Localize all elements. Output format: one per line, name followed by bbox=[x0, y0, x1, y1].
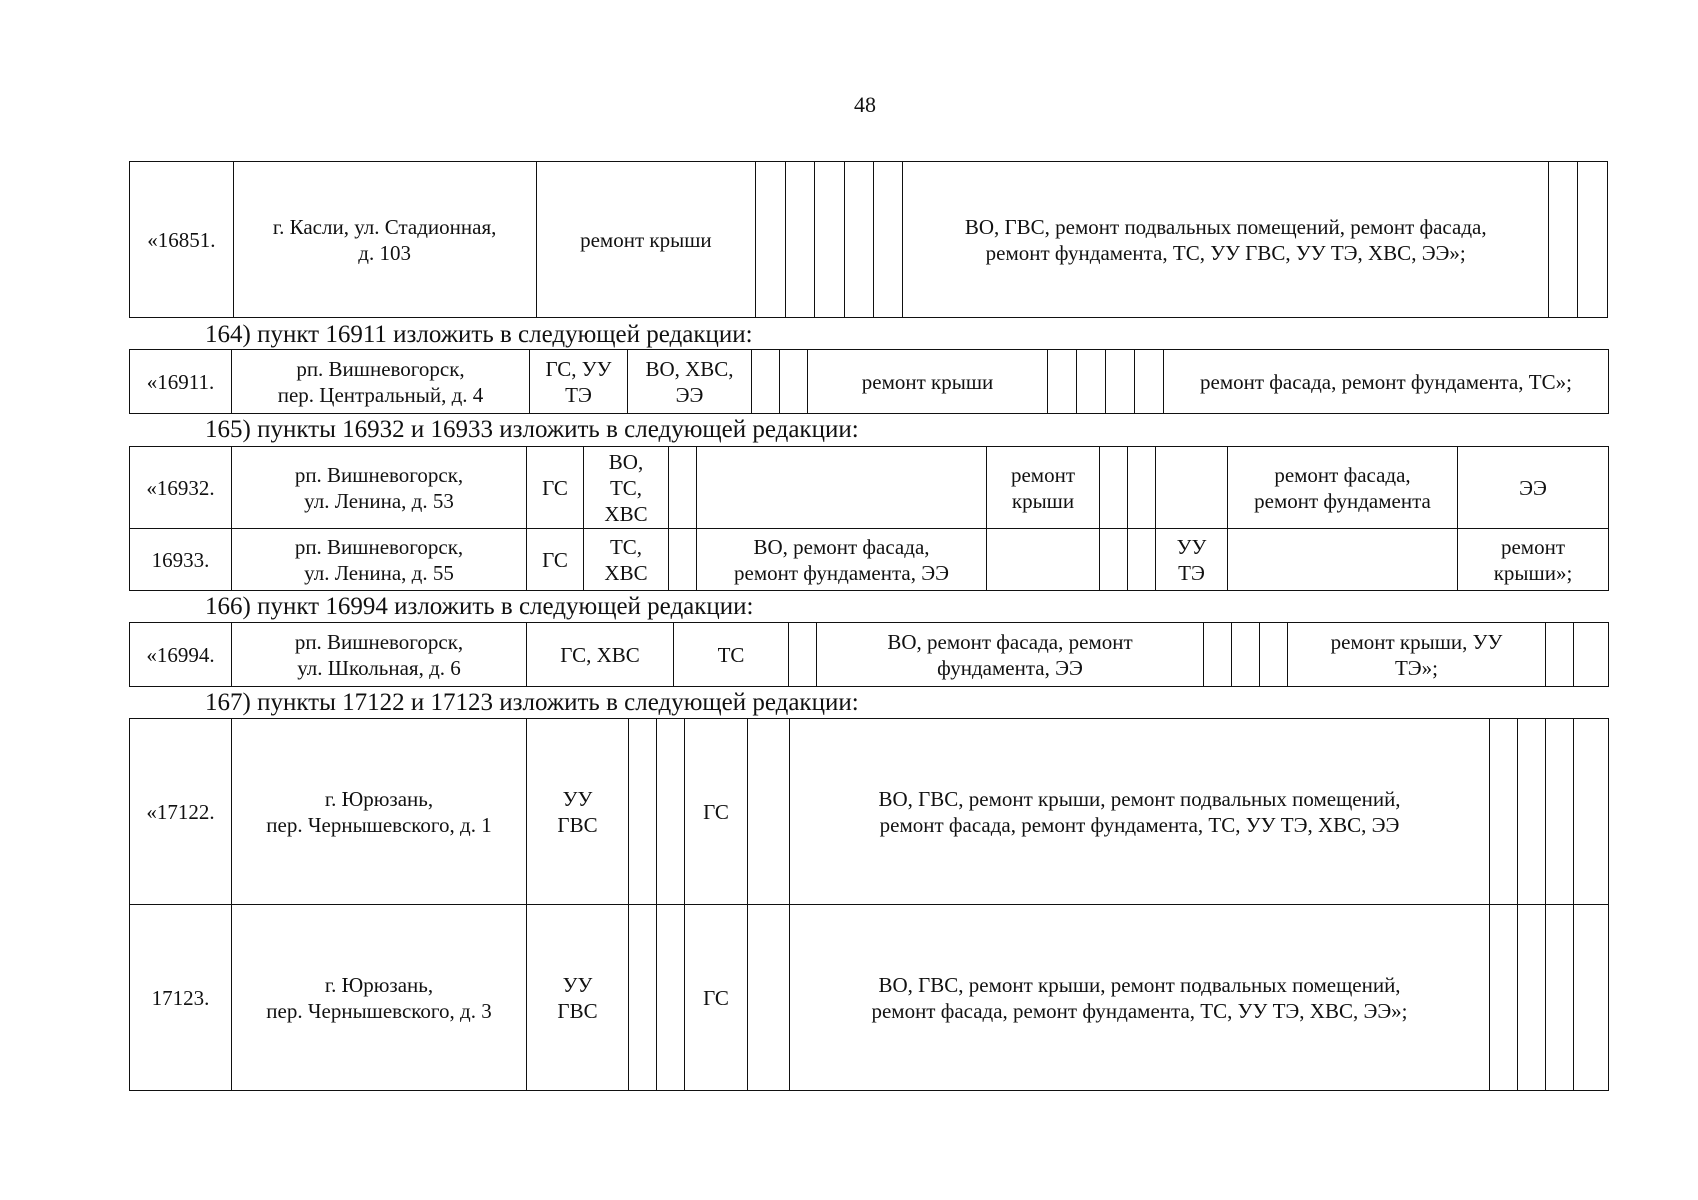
table-16994 bbox=[129, 622, 1609, 687]
address-cell: г. Юрюзань, пер. Чернышевского, д. 1 bbox=[232, 719, 527, 905]
address-cell: рп. Вишневогорск, пер. Центральный, д. 4 bbox=[232, 350, 530, 414]
empty-cell bbox=[1574, 719, 1609, 905]
work-cell: УУ ГВС bbox=[527, 905, 629, 1091]
empty-cell bbox=[1135, 350, 1164, 414]
work-cell: ремонт фасада, ремонт фундамента, ТС»; bbox=[1164, 350, 1609, 414]
empty-cell bbox=[1546, 719, 1574, 905]
empty-cell bbox=[789, 623, 817, 687]
work-cell: ВО, ХВС, ЭЭ bbox=[628, 350, 752, 414]
work-cell: ремонт крыши, УУ ТЭ»; bbox=[1288, 623, 1546, 687]
empty-cell bbox=[1106, 350, 1135, 414]
empty-cell bbox=[1156, 447, 1228, 529]
table-16911 bbox=[129, 349, 1609, 414]
table-row bbox=[130, 529, 1609, 591]
table-17122-17123 bbox=[129, 718, 1609, 1091]
empty-cell bbox=[1128, 529, 1156, 591]
empty-cell bbox=[1546, 623, 1574, 687]
item-number: «16911. bbox=[130, 350, 232, 414]
work-cell: ТС bbox=[674, 623, 789, 687]
empty-cell bbox=[1578, 162, 1608, 318]
page-number: 48 bbox=[854, 92, 876, 117]
table-row bbox=[130, 162, 1608, 318]
item-number: 17123. bbox=[130, 905, 232, 1091]
address-cell: рп. Вишневогорск, ул. Ленина, д. 53 bbox=[232, 447, 527, 529]
empty-cell bbox=[629, 905, 657, 1091]
work-cell: ВО, ГВС, ремонт подвальных помещений, ремонт фасада, ремонт фундамента, ТС, УУ ГВС, УУ ТЭ, ХВС, ЭЭ»; bbox=[903, 162, 1548, 318]
work-cell: ГС bbox=[685, 719, 748, 905]
table-row bbox=[130, 350, 1609, 414]
item-number: «16851. bbox=[130, 162, 234, 318]
empty-cell bbox=[1260, 623, 1288, 687]
empty-cell bbox=[1128, 447, 1156, 529]
empty-cell bbox=[780, 350, 808, 414]
empty-cell bbox=[748, 719, 790, 905]
empty-cell bbox=[1490, 905, 1518, 1091]
empty-cell bbox=[1204, 623, 1232, 687]
item-number: 16933. bbox=[130, 529, 232, 591]
work-cell: ремонт фасада, ремонт фундамента bbox=[1228, 447, 1458, 529]
section-heading-164: 164) пункт 16911 изложить в следующей редакции: bbox=[205, 321, 753, 348]
work-cell: ГС bbox=[527, 529, 584, 591]
empty-cell bbox=[697, 447, 987, 529]
work-cell: ГС, УУ ТЭ bbox=[530, 350, 628, 414]
address-cell: рп. Вишневогорск, ул. Ленина, д. 55 bbox=[232, 529, 527, 591]
section-heading-166: 166) пункт 16994 изложить в следующей редакции: bbox=[205, 593, 754, 620]
work-cell: ремонт крыши bbox=[536, 162, 756, 318]
empty-cell bbox=[748, 905, 790, 1091]
work-cell: ВО, ТС, ХВС bbox=[584, 447, 669, 529]
empty-cell bbox=[1548, 162, 1577, 318]
empty-cell bbox=[1518, 905, 1546, 1091]
work-cell: ВО, ГВС, ремонт крыши, ремонт подвальных помещений, ремонт фасада, ремонт фундамента, ТС, УУ ТЭ, ХВС, ЭЭ»; bbox=[790, 905, 1490, 1091]
empty-cell bbox=[844, 162, 873, 318]
empty-cell bbox=[1228, 529, 1458, 591]
empty-cell bbox=[756, 162, 785, 318]
empty-cell bbox=[1490, 719, 1518, 905]
work-cell: ВО, ремонт фасада, ремонт фундамента, ЭЭ bbox=[817, 623, 1204, 687]
address-cell: г. Касли, ул. Стадионная, д. 103 bbox=[233, 162, 536, 318]
work-cell: ремонт крыши bbox=[808, 350, 1048, 414]
work-cell: УУ ГВС bbox=[527, 719, 629, 905]
work-cell: ЭЭ bbox=[1458, 447, 1609, 529]
empty-cell bbox=[874, 162, 903, 318]
work-cell: ремонт крыши»; bbox=[1458, 529, 1609, 591]
empty-cell bbox=[987, 529, 1100, 591]
empty-cell bbox=[815, 162, 844, 318]
address-cell: г. Юрюзань, пер. Чернышевского, д. 3 bbox=[232, 905, 527, 1091]
empty-cell bbox=[657, 719, 685, 905]
empty-cell bbox=[1100, 529, 1128, 591]
table-row bbox=[130, 719, 1609, 905]
empty-cell bbox=[629, 719, 657, 905]
empty-cell bbox=[1048, 350, 1077, 414]
empty-cell bbox=[1077, 350, 1106, 414]
item-number: «17122. bbox=[130, 719, 232, 905]
work-cell: УУ ТЭ bbox=[1156, 529, 1228, 591]
address-cell: рп. Вишневогорск, ул. Школьная, д. 6 bbox=[232, 623, 527, 687]
section-heading-165: 165) пункты 16932 и 16933 изложить в следующей редакции: bbox=[205, 416, 859, 443]
work-cell: ВО, ГВС, ремонт крыши, ремонт подвальных помещений, ремонт фасада, ремонт фундамента, ТС, УУ ТЭ, ХВС, ЭЭ bbox=[790, 719, 1490, 905]
empty-cell bbox=[752, 350, 780, 414]
work-cell: ГС, ХВС bbox=[527, 623, 674, 687]
table-16851 bbox=[129, 161, 1608, 318]
empty-cell bbox=[1546, 905, 1574, 1091]
empty-cell bbox=[1574, 623, 1609, 687]
empty-cell bbox=[1574, 905, 1609, 1091]
work-cell: ремонт крыши bbox=[987, 447, 1100, 529]
work-cell: ВО, ремонт фасада, ремонт фундамента, ЭЭ bbox=[697, 529, 987, 591]
work-cell: ТС, ХВС bbox=[584, 529, 669, 591]
work-cell: ГС bbox=[527, 447, 584, 529]
empty-cell bbox=[1518, 719, 1546, 905]
table-row bbox=[130, 905, 1609, 1091]
section-heading-167: 167) пункты 17122 и 17123 изложить в следующей редакции: bbox=[205, 689, 859, 716]
empty-cell bbox=[657, 905, 685, 1091]
empty-cell bbox=[669, 447, 697, 529]
empty-cell bbox=[785, 162, 814, 318]
table-16932-16933 bbox=[129, 446, 1609, 591]
item-number: «16932. bbox=[130, 447, 232, 529]
item-number: «16994. bbox=[130, 623, 232, 687]
table-row bbox=[130, 623, 1609, 687]
work-cell: ГС bbox=[685, 905, 748, 1091]
empty-cell bbox=[1232, 623, 1260, 687]
table-row bbox=[130, 447, 1609, 529]
empty-cell bbox=[669, 529, 697, 591]
empty-cell bbox=[1100, 447, 1128, 529]
